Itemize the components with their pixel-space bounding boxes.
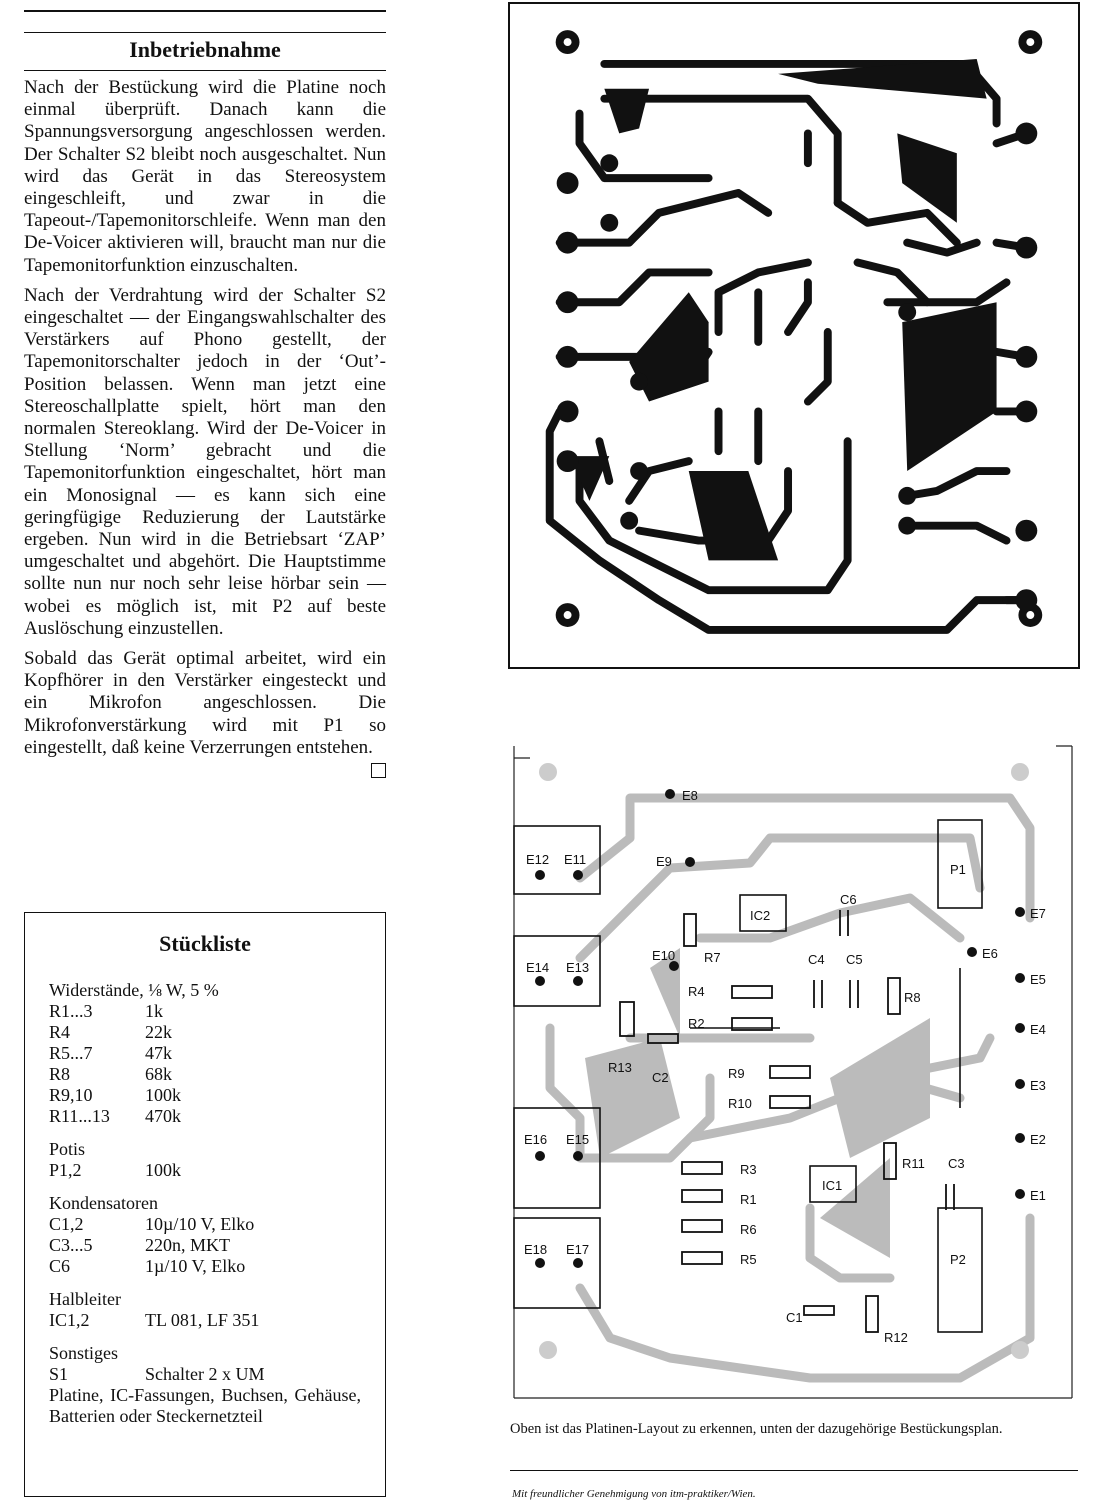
part-ref: R8	[49, 1064, 71, 1084]
label-e17: E17	[566, 1242, 590, 1257]
label-r1: R5	[740, 1252, 757, 1267]
label-e7: E7	[1030, 906, 1046, 921]
parts-list-box	[24, 912, 386, 1497]
label-e5: E5	[1030, 972, 1046, 987]
part-row	[49, 1001, 361, 1022]
section-title: Inbetriebnahme	[129, 37, 281, 62]
pcb-layout-figure	[508, 2, 1080, 669]
label-r3: R7	[704, 950, 721, 965]
label-c6: C6	[840, 892, 857, 907]
resistor-heading: Widerstände, ⅛ W, 5 %	[49, 980, 219, 1000]
resistor-group	[49, 980, 361, 1127]
label-e1: E1	[1030, 1188, 1046, 1203]
label-e18: E18	[524, 1242, 548, 1257]
part-row	[49, 1214, 361, 1235]
part-ref: R9,10	[49, 1085, 93, 1105]
figure-caption: Oben ist das Platinen-Layout zu erkennen, unten der dazugehörige Bestückungsplan.	[510, 1421, 1003, 1437]
part-ref: R1...3	[49, 1001, 93, 1021]
part-ref: S1	[49, 1364, 69, 1384]
part-ref: C3...5	[49, 1235, 93, 1255]
part-row	[49, 1022, 361, 1043]
part-value: 100k	[145, 1160, 181, 1180]
label-r5: R9	[728, 1066, 745, 1081]
part-value: 10µ/10 V, Elko	[145, 1214, 255, 1234]
part-row	[49, 1235, 361, 1256]
misc-heading: Sonstiges	[49, 1343, 119, 1363]
label-e2: E2	[1030, 1132, 1046, 1147]
label-p1: P1	[950, 862, 966, 877]
semiconductor-heading: Halbleiter	[49, 1289, 121, 1309]
label-e8: E8	[682, 788, 698, 803]
paragraph-3-text: Sobald das Gerät optimal arbeitet, wird ein Kopfhörer in den Verstärker eingesteckt und ein Mikrofon angeschlossen. Die Mikrofonverstärkung wird mit P1 so eingestellt, daß keine Verzerrungen entstehen.	[24, 648, 386, 758]
label-p2: P2	[950, 1252, 966, 1267]
label-ic1: IC1	[822, 1178, 843, 1193]
label-r4: R8	[904, 990, 921, 1005]
part-value: 1k	[145, 1001, 163, 1021]
part-value: 47k	[145, 1043, 172, 1063]
label-c5: C5	[846, 952, 863, 967]
label-e11: E11	[564, 852, 587, 867]
label-r10: R1	[740, 1192, 757, 1207]
label-r2: R6	[740, 1222, 757, 1237]
label-c3: C3	[948, 1156, 965, 1171]
section-rule-top	[24, 32, 386, 33]
part-value: 220n, MKT	[145, 1235, 230, 1255]
part-value: TL 081, LF 351	[145, 1310, 260, 1330]
label-r9: R13	[608, 1060, 632, 1075]
part-value: 68k	[145, 1064, 172, 1084]
section-rule-bottom	[24, 70, 386, 71]
figure-credit: Mit freundlicher Genehmigung von itm-praktiker/Wien.	[512, 1488, 756, 1500]
label-r11: R2	[688, 1016, 705, 1031]
part-ref: IC1,2	[49, 1310, 90, 1330]
capacitor-group	[49, 1193, 361, 1277]
part-value: Schalter 2 x UM	[145, 1364, 265, 1384]
pot-heading: Potis	[49, 1139, 86, 1159]
paragraph-2: Nach der Verdrahtung wird der Schalter S2 eingeschaltet — der Eingangswahlschalter des Verstärkers auf Phono gestellt, der Tapemonitorschalter jedoch in der ‘Out’-Position belassen. Wenn man jetzt eine Stereoschallplatte spielt, hört man den normalen Stereoklang. Wird der De-Voicer in Stellung ‘Norm’ gebracht und die Tapemonitorfunktion eingeschaltet, hört man ein Monosignal — es kann sich eine geringfügige Reduzierung der Lautstärke ergeben. Nun wird in die Betriebsart ‘ZAP’ umgeschaltet und abgehört. Die Hauptstimme sollte nun nur noch sehr leise hörbar sein — wobei es möglich ist, mit P2 auf beste Auslöschung einzustellen.	[24, 284, 386, 639]
part-value: 22k	[145, 1022, 172, 1042]
part-value: 1µ/10 V, Elko	[145, 1256, 246, 1276]
label-c4: C4	[808, 952, 825, 967]
label-e13: E13	[566, 960, 590, 975]
label-e14: E14	[526, 960, 550, 975]
parts-list-title: Stückliste	[159, 931, 251, 956]
capacitor-heading: Kondensatoren	[49, 1193, 158, 1213]
article-body	[24, 77, 386, 778]
label-e4: E4	[1030, 1022, 1046, 1037]
part-value: 470k	[145, 1106, 181, 1126]
misc-note: Platine, IC-Fassungen, Buchsen, Gehäuse, Batterien oder Steckernetzteil	[49, 1385, 361, 1426]
label-c2: C2	[652, 1070, 669, 1085]
label-e3: E3	[1030, 1078, 1046, 1093]
part-row	[49, 1256, 361, 1277]
part-row	[49, 1064, 361, 1085]
misc-group	[49, 1343, 361, 1427]
label-r13: R4	[688, 984, 705, 999]
part-ref: C1,2	[49, 1214, 84, 1234]
pot-group	[49, 1139, 361, 1181]
part-ref: R11...13	[49, 1106, 110, 1126]
label-ic2: IC2	[750, 908, 771, 923]
part-row	[49, 1310, 361, 1331]
label-r7: R11	[902, 1156, 925, 1171]
part-ref: C6	[49, 1256, 71, 1276]
label-e15: E15	[566, 1132, 590, 1147]
label-e9: E9	[656, 854, 672, 869]
label-r8: R12	[884, 1330, 908, 1345]
label-r12: R3	[740, 1162, 757, 1177]
top-rule	[24, 10, 386, 12]
label-e6: E6	[982, 946, 998, 961]
part-ref: P1,2	[49, 1160, 82, 1180]
label-r6: R10	[728, 1096, 752, 1111]
part-ref: R4	[49, 1022, 71, 1042]
paragraph-3	[24, 648, 386, 759]
label-e12: E12	[526, 852, 550, 867]
part-row	[49, 1085, 361, 1106]
part-ref: R5...7	[49, 1043, 93, 1063]
part-row	[49, 1043, 361, 1064]
label-e10: E10	[652, 948, 676, 963]
component-placement-figure	[510, 738, 1076, 1400]
semiconductor-group	[49, 1289, 361, 1331]
caption-rule	[510, 1470, 1078, 1471]
end-mark-icon	[371, 763, 386, 778]
part-row	[49, 1160, 361, 1181]
part-row	[49, 1106, 361, 1127]
label-c1: C1	[786, 1310, 803, 1325]
part-value: 100k	[145, 1085, 181, 1105]
part-row	[49, 1364, 361, 1385]
label-e16: E16	[524, 1132, 548, 1147]
paragraph-1: Nach der Bestückung wird die Platine noch einmal überprüft. Danach kann die Spannungsversorgung angeschlossen werden. Der Schalter S2 bleibt noch ausgeschaltet. Nun wird das Gerät in das Stereosystem eingeschleift, und zwar in die Tapeout-/Tapemonitorschleife. Wenn man den De-Voicer aktivieren will, braucht man nur die Tapemonitorfunktion einzuschalten.	[24, 77, 386, 276]
